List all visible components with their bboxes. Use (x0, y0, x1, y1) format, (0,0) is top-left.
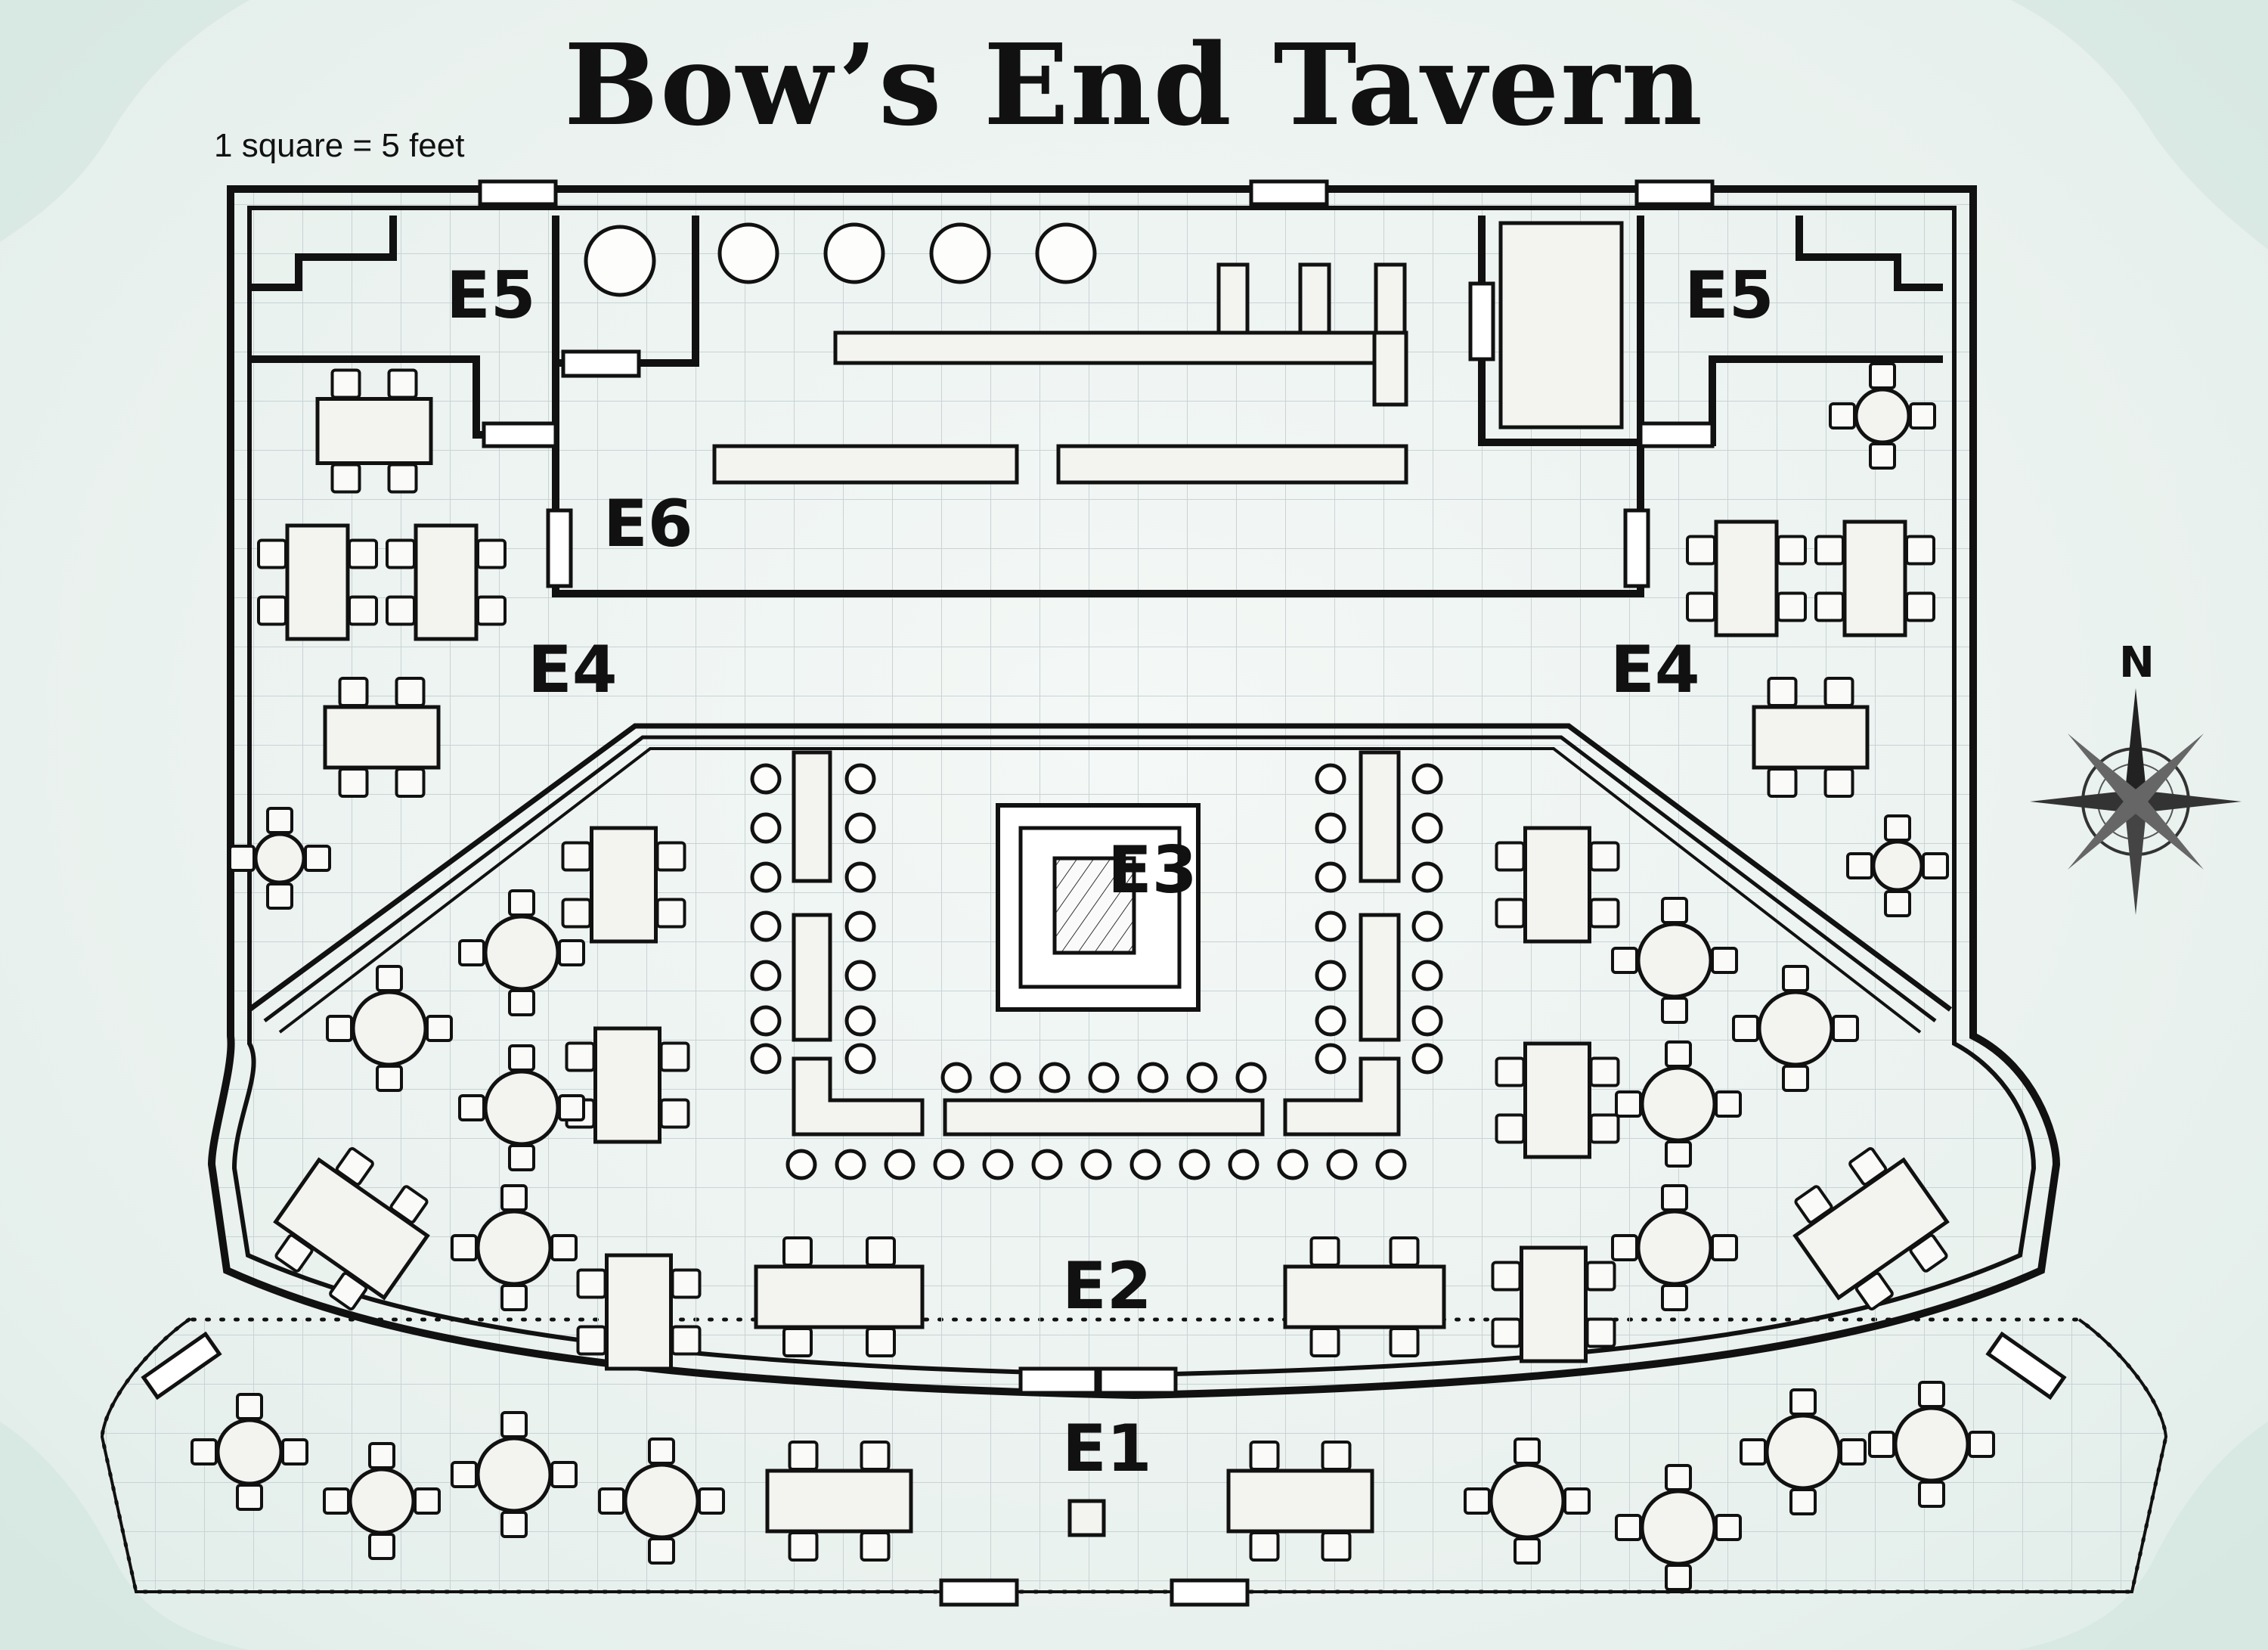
bar-stool[interactable] (752, 814, 779, 842)
gate[interactable] (941, 1580, 1017, 1605)
door[interactable] (1641, 423, 1712, 446)
bar-stool[interactable] (752, 1045, 779, 1072)
front-door[interactable] (1021, 1369, 1096, 1393)
bar-stool[interactable] (1230, 1151, 1257, 1178)
bar-stool[interactable] (1317, 765, 1344, 792)
bar-stool[interactable] (1132, 1151, 1159, 1178)
bar-stool[interactable] (886, 1151, 913, 1178)
door[interactable] (1251, 181, 1327, 204)
area-label-e5-east: E5 (1684, 258, 1774, 333)
bar-stool[interactable] (847, 1045, 874, 1072)
bar-stool[interactable] (1317, 814, 1344, 842)
door[interactable] (548, 510, 571, 586)
bar-stool[interactable] (752, 765, 779, 792)
area-label-e1: E1 (1062, 1411, 1152, 1487)
bar-stool[interactable] (1414, 864, 1441, 891)
bar-stool[interactable] (1139, 1064, 1167, 1091)
bar-stool[interactable] (1414, 814, 1441, 842)
bar-stool[interactable] (935, 1151, 962, 1178)
area-label-e2: E2 (1062, 1248, 1152, 1324)
bar-stool[interactable] (847, 962, 874, 989)
bar-stool[interactable] (1317, 913, 1344, 940)
door[interactable] (484, 423, 556, 446)
bar-stool[interactable] (1414, 962, 1441, 989)
area-label-e6: E6 (603, 486, 693, 562)
bar-stool[interactable] (847, 1007, 874, 1034)
door[interactable] (563, 352, 639, 376)
bar-stool[interactable] (1317, 962, 1344, 989)
bar-stool[interactable] (752, 913, 779, 940)
map-title: Bow’s End Tavern (563, 19, 1705, 150)
bar-stool[interactable] (788, 1151, 815, 1178)
front-door[interactable] (1100, 1369, 1176, 1393)
bar-stool[interactable] (1041, 1064, 1068, 1091)
patio-crate (1070, 1501, 1104, 1535)
bar-stool[interactable] (1414, 1045, 1441, 1072)
bar-stool[interactable] (1414, 765, 1441, 792)
area-label-e4-west: E4 (528, 632, 618, 708)
bar-stool[interactable] (752, 1007, 779, 1034)
area-label-e4-east: E4 (1610, 632, 1700, 708)
bar-stool[interactable] (1033, 1151, 1061, 1178)
area-label-e3: E3 (1108, 833, 1198, 908)
bar-stool[interactable] (1083, 1151, 1110, 1178)
door[interactable] (1637, 181, 1712, 204)
bar-stool[interactable] (1279, 1151, 1306, 1178)
bar-stool[interactable] (1188, 1064, 1216, 1091)
bar-stool[interactable] (992, 1064, 1019, 1091)
bar-stool[interactable] (847, 814, 874, 842)
bar-stool[interactable] (1181, 1151, 1208, 1178)
door[interactable] (480, 181, 556, 204)
bar-stool[interactable] (847, 765, 874, 792)
bar-stool[interactable] (837, 1151, 864, 1178)
bar-stool[interactable] (984, 1151, 1012, 1178)
scale-note: 1 square = 5 feet (214, 127, 465, 164)
door[interactable] (1470, 284, 1493, 359)
door[interactable] (1625, 510, 1648, 586)
bar-stool[interactable] (1317, 1007, 1344, 1034)
bar-stool[interactable] (1238, 1064, 1265, 1091)
bar-stool[interactable] (943, 1064, 970, 1091)
compass-north-label: N (2119, 638, 2155, 687)
bar-stool[interactable] (752, 864, 779, 891)
bar-stool[interactable] (847, 913, 874, 940)
gate[interactable] (1172, 1580, 1247, 1605)
bar-stool[interactable] (1317, 1045, 1344, 1072)
bar-stool[interactable] (752, 962, 779, 989)
bar-stool[interactable] (1377, 1151, 1405, 1178)
bar-stool[interactable] (1414, 1007, 1441, 1034)
compass-rose (2030, 638, 2242, 915)
bar-stool[interactable] (1090, 1064, 1117, 1091)
bar-stool[interactable] (1328, 1151, 1356, 1178)
area-label-e5-west: E5 (446, 258, 536, 333)
bar-stool[interactable] (847, 864, 874, 891)
bar-stool[interactable] (1317, 864, 1344, 891)
bar-stool[interactable] (1414, 913, 1441, 940)
